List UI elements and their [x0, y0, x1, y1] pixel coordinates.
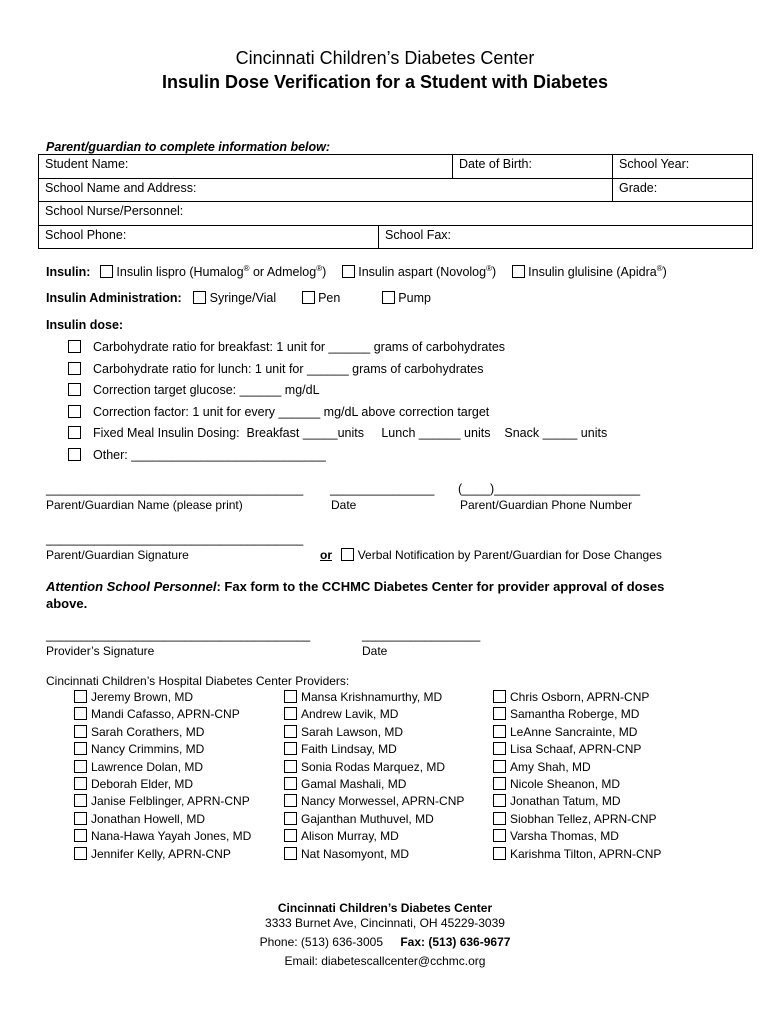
provider-checkbox[interactable]	[74, 777, 87, 790]
insulin-label: Insulin:	[46, 265, 91, 280]
school-nurse-field[interactable]: School Nurse/Personnel:	[39, 202, 753, 226]
provider-item: Karishma Tilton, APRN-CNP	[493, 847, 661, 864]
provider-checkbox[interactable]	[493, 777, 506, 790]
provider-item: Mandi Cafasso, APRN-CNP	[74, 707, 251, 724]
provider-item: Nat Nasomyont, MD	[284, 847, 464, 864]
dose-item: Fixed Meal Insulin Dosing: Breakfast _____units Lunch ______ units Snack _____ units	[68, 426, 607, 440]
provider-checkbox[interactable]	[74, 742, 87, 755]
syringe-label: Syringe/Vial	[209, 291, 277, 305]
provider-checkbox[interactable]	[284, 777, 297, 790]
footer-address: 3333 Burnet Ave, Cincinnati, OH 45229-3039	[265, 916, 505, 930]
provider-item: Nana-Hawa Yayah Jones, MD	[74, 829, 251, 846]
provider-checkbox[interactable]	[74, 760, 87, 773]
dose-checkbox[interactable]	[68, 405, 81, 418]
provider-item: Deborah Elder, MD	[74, 777, 251, 794]
provider-item: Janise Felblinger, APRN-CNP	[74, 794, 251, 811]
insulin-dose-label: Insulin dose:	[46, 318, 124, 332]
parent-phone-label: Parent/Guardian Phone Number	[460, 498, 633, 512]
provider-checkbox[interactable]	[74, 812, 87, 825]
administration-row	[46, 291, 431, 305]
provider-checkbox[interactable]	[493, 760, 506, 773]
provider-checkbox[interactable]	[493, 725, 506, 738]
dose-checkbox[interactable]	[68, 362, 81, 375]
school-fax-field[interactable]: School Fax:	[379, 225, 753, 249]
student-info-table	[38, 154, 753, 249]
provider-checkbox[interactable]	[74, 690, 87, 703]
provider-checkbox[interactable]	[284, 690, 297, 703]
provider-item: Jeremy Brown, MD	[74, 690, 251, 707]
form-title: Insulin Dose Verification for a Student with Diabetes	[161, 72, 609, 92]
attention-line	[46, 579, 664, 594]
administration-label: Insulin Administration:	[46, 291, 182, 305]
pump-label: Pump	[398, 291, 431, 305]
dose-checkbox[interactable]	[68, 426, 81, 439]
provider-item: Nancy Crimmins, MD	[74, 742, 251, 759]
insulin-aspart-label: Insulin aspart (Novolog®)	[358, 264, 497, 280]
provider-item: Sarah Lawson, MD	[284, 725, 464, 742]
provider-item: Alison Murray, MD	[284, 829, 464, 846]
footer-fax: Fax: (513) 636-9677	[400, 935, 511, 949]
parent-intro: Parent/guardian to complete information below:	[46, 140, 331, 154]
provider-checkbox[interactable]	[74, 847, 87, 860]
attention-text: : Fax form to the CCHMC Diabetes Center for provider approval of doses	[216, 579, 665, 594]
provider-item: Jonathan Howell, MD	[74, 812, 251, 829]
provider-item: Chris Osborn, APRN-CNP	[493, 690, 661, 707]
or-label: or	[320, 548, 332, 562]
footer-contact	[0, 935, 770, 949]
student-name-field[interactable]: Student Name:	[39, 155, 453, 179]
insulin-glulisine-label: Insulin glulisine (Apidra®)	[528, 264, 667, 280]
provider-checkbox[interactable]	[284, 742, 297, 755]
provider-item: Jonathan Tatum, MD	[493, 794, 661, 811]
provider-item: Andrew Lavik, MD	[284, 707, 464, 724]
insulin-glulisine-checkbox[interactable]	[512, 265, 525, 278]
verbal-row	[320, 548, 662, 562]
provider-item: Samantha Roberge, MD	[493, 707, 661, 724]
school-year-field[interactable]: School Year:	[613, 155, 753, 179]
dose-item: Other: ____________________________	[68, 448, 326, 462]
pen-checkbox[interactable]	[302, 291, 315, 304]
parent-phone-line[interactable]: (____)_____________________	[458, 482, 641, 496]
provider-item: Faith Lindsay, MD	[284, 742, 464, 759]
provider-checkbox[interactable]	[74, 829, 87, 842]
providers-column-3	[493, 690, 661, 864]
provider-checkbox[interactable]	[493, 794, 506, 807]
insulin-lispro-label: Insulin lispro (Humalog® or Admelog®)	[116, 264, 327, 280]
parent-name-label: Parent/Guardian Name (please print)	[46, 498, 243, 512]
parent-date-line[interactable]: _______________	[330, 482, 435, 496]
provider-checkbox[interactable]	[493, 812, 506, 825]
provider-checkbox[interactable]	[493, 690, 506, 703]
provider-checkbox[interactable]	[284, 794, 297, 807]
dose-item: Carbohydrate ratio for breakfast: 1 unit for ______ grams of carbohydrates	[68, 340, 505, 354]
dose-checkbox[interactable]	[68, 448, 81, 461]
provider-item: Varsha Thomas, MD	[493, 829, 661, 846]
provider-item: Nancy Morwessel, APRN-CNP	[284, 794, 464, 811]
date-of-birth-field[interactable]: Date of Birth:	[453, 155, 613, 179]
provider-checkbox[interactable]	[284, 760, 297, 773]
provider-signature-line[interactable]: ______________________________________	[46, 628, 311, 642]
provider-checkbox[interactable]	[284, 829, 297, 842]
dose-item: Correction target glucose: ______ mg/dL	[68, 383, 320, 397]
provider-item: Lisa Schaaf, APRN-CNP	[493, 742, 661, 759]
provider-checkbox[interactable]	[284, 725, 297, 738]
dose-item: Correction factor: 1 unit for every ______ mg/dL above correction target	[68, 405, 489, 419]
attention-text-2: above.	[46, 596, 88, 611]
provider-checkbox[interactable]	[284, 847, 297, 860]
school-phone-field[interactable]: School Phone:	[39, 225, 379, 249]
footer-email: Email: diabetescallcenter@cchmc.org	[284, 954, 486, 968]
school-name-address-field[interactable]: School Name and Address:	[39, 178, 613, 202]
provider-item: Jennifer Kelly, APRN-CNP	[74, 847, 251, 864]
grade-field[interactable]: Grade:	[613, 178, 753, 202]
provider-item: Gajanthan Muthuvel, MD	[284, 812, 464, 829]
parent-signature-label: Parent/Guardian Signature	[46, 548, 189, 562]
provider-checkbox[interactable]	[284, 812, 297, 825]
provider-item: Sarah Corathers, MD	[74, 725, 251, 742]
provider-checkbox[interactable]	[74, 794, 87, 807]
provider-item: Gamal Mashali, MD	[284, 777, 464, 794]
provider-checkbox[interactable]	[493, 847, 506, 860]
provider-checkbox[interactable]	[493, 707, 506, 720]
provider-item: Amy Shah, MD	[493, 760, 661, 777]
provider-checkbox[interactable]	[493, 742, 506, 755]
dose-checkbox[interactable]	[68, 340, 81, 353]
pump-checkbox[interactable]	[382, 291, 395, 304]
footer-org: Cincinnati Children’s Diabetes Center	[277, 901, 493, 915]
provider-checkbox[interactable]	[493, 829, 506, 842]
provider-item: LeAnne Sancrainte, MD	[493, 725, 661, 742]
footer-phone: Phone: (513) 636-3005	[259, 935, 383, 949]
providers-column-2	[284, 690, 464, 864]
verbal-notification-label: Verbal Notification by Parent/Guardian for Dose Changes	[357, 548, 662, 562]
provider-item: Lawrence Dolan, MD	[74, 760, 251, 777]
parent-signature-line[interactable]: _____________________________________	[46, 532, 304, 546]
insulin-lispro-checkbox[interactable]	[100, 265, 113, 278]
provider-item: Nicole Sheanon, MD	[493, 777, 661, 794]
provider-item: Sonia Rodas Marquez, MD	[284, 760, 464, 777]
parent-name-line[interactable]: _____________________________________	[46, 482, 304, 496]
provider-date-label: Date	[362, 644, 388, 658]
provider-date-line[interactable]: _________________	[362, 628, 481, 642]
attention-lead: Attention School Personnel	[46, 579, 217, 594]
providers-column-1	[74, 690, 251, 864]
dose-item: Carbohydrate ratio for lunch: 1 unit for ______ grams of carbohydrates	[68, 362, 484, 376]
pen-label: Pen	[318, 291, 341, 305]
provider-checkbox[interactable]	[74, 725, 87, 738]
org-title: Cincinnati Children’s Diabetes Center	[235, 48, 535, 68]
insulin-aspart-checkbox[interactable]	[342, 265, 355, 278]
insulin-row	[46, 264, 667, 279]
verbal-notification-checkbox[interactable]	[341, 548, 354, 561]
syringe-checkbox[interactable]	[193, 291, 206, 304]
parent-date-label: Date	[331, 498, 357, 512]
provider-checkbox[interactable]	[74, 707, 87, 720]
provider-signature-label: Provider’s Signature	[46, 644, 155, 658]
provider-item: Siobhan Tellez, APRN-CNP	[493, 812, 661, 829]
provider-item: Mansa Krishnamurthy, MD	[284, 690, 464, 707]
providers-heading: Cincinnati Children’s Hospital Diabetes Center Providers:	[46, 674, 350, 688]
dose-checkbox[interactable]	[68, 383, 81, 396]
provider-checkbox[interactable]	[284, 707, 297, 720]
